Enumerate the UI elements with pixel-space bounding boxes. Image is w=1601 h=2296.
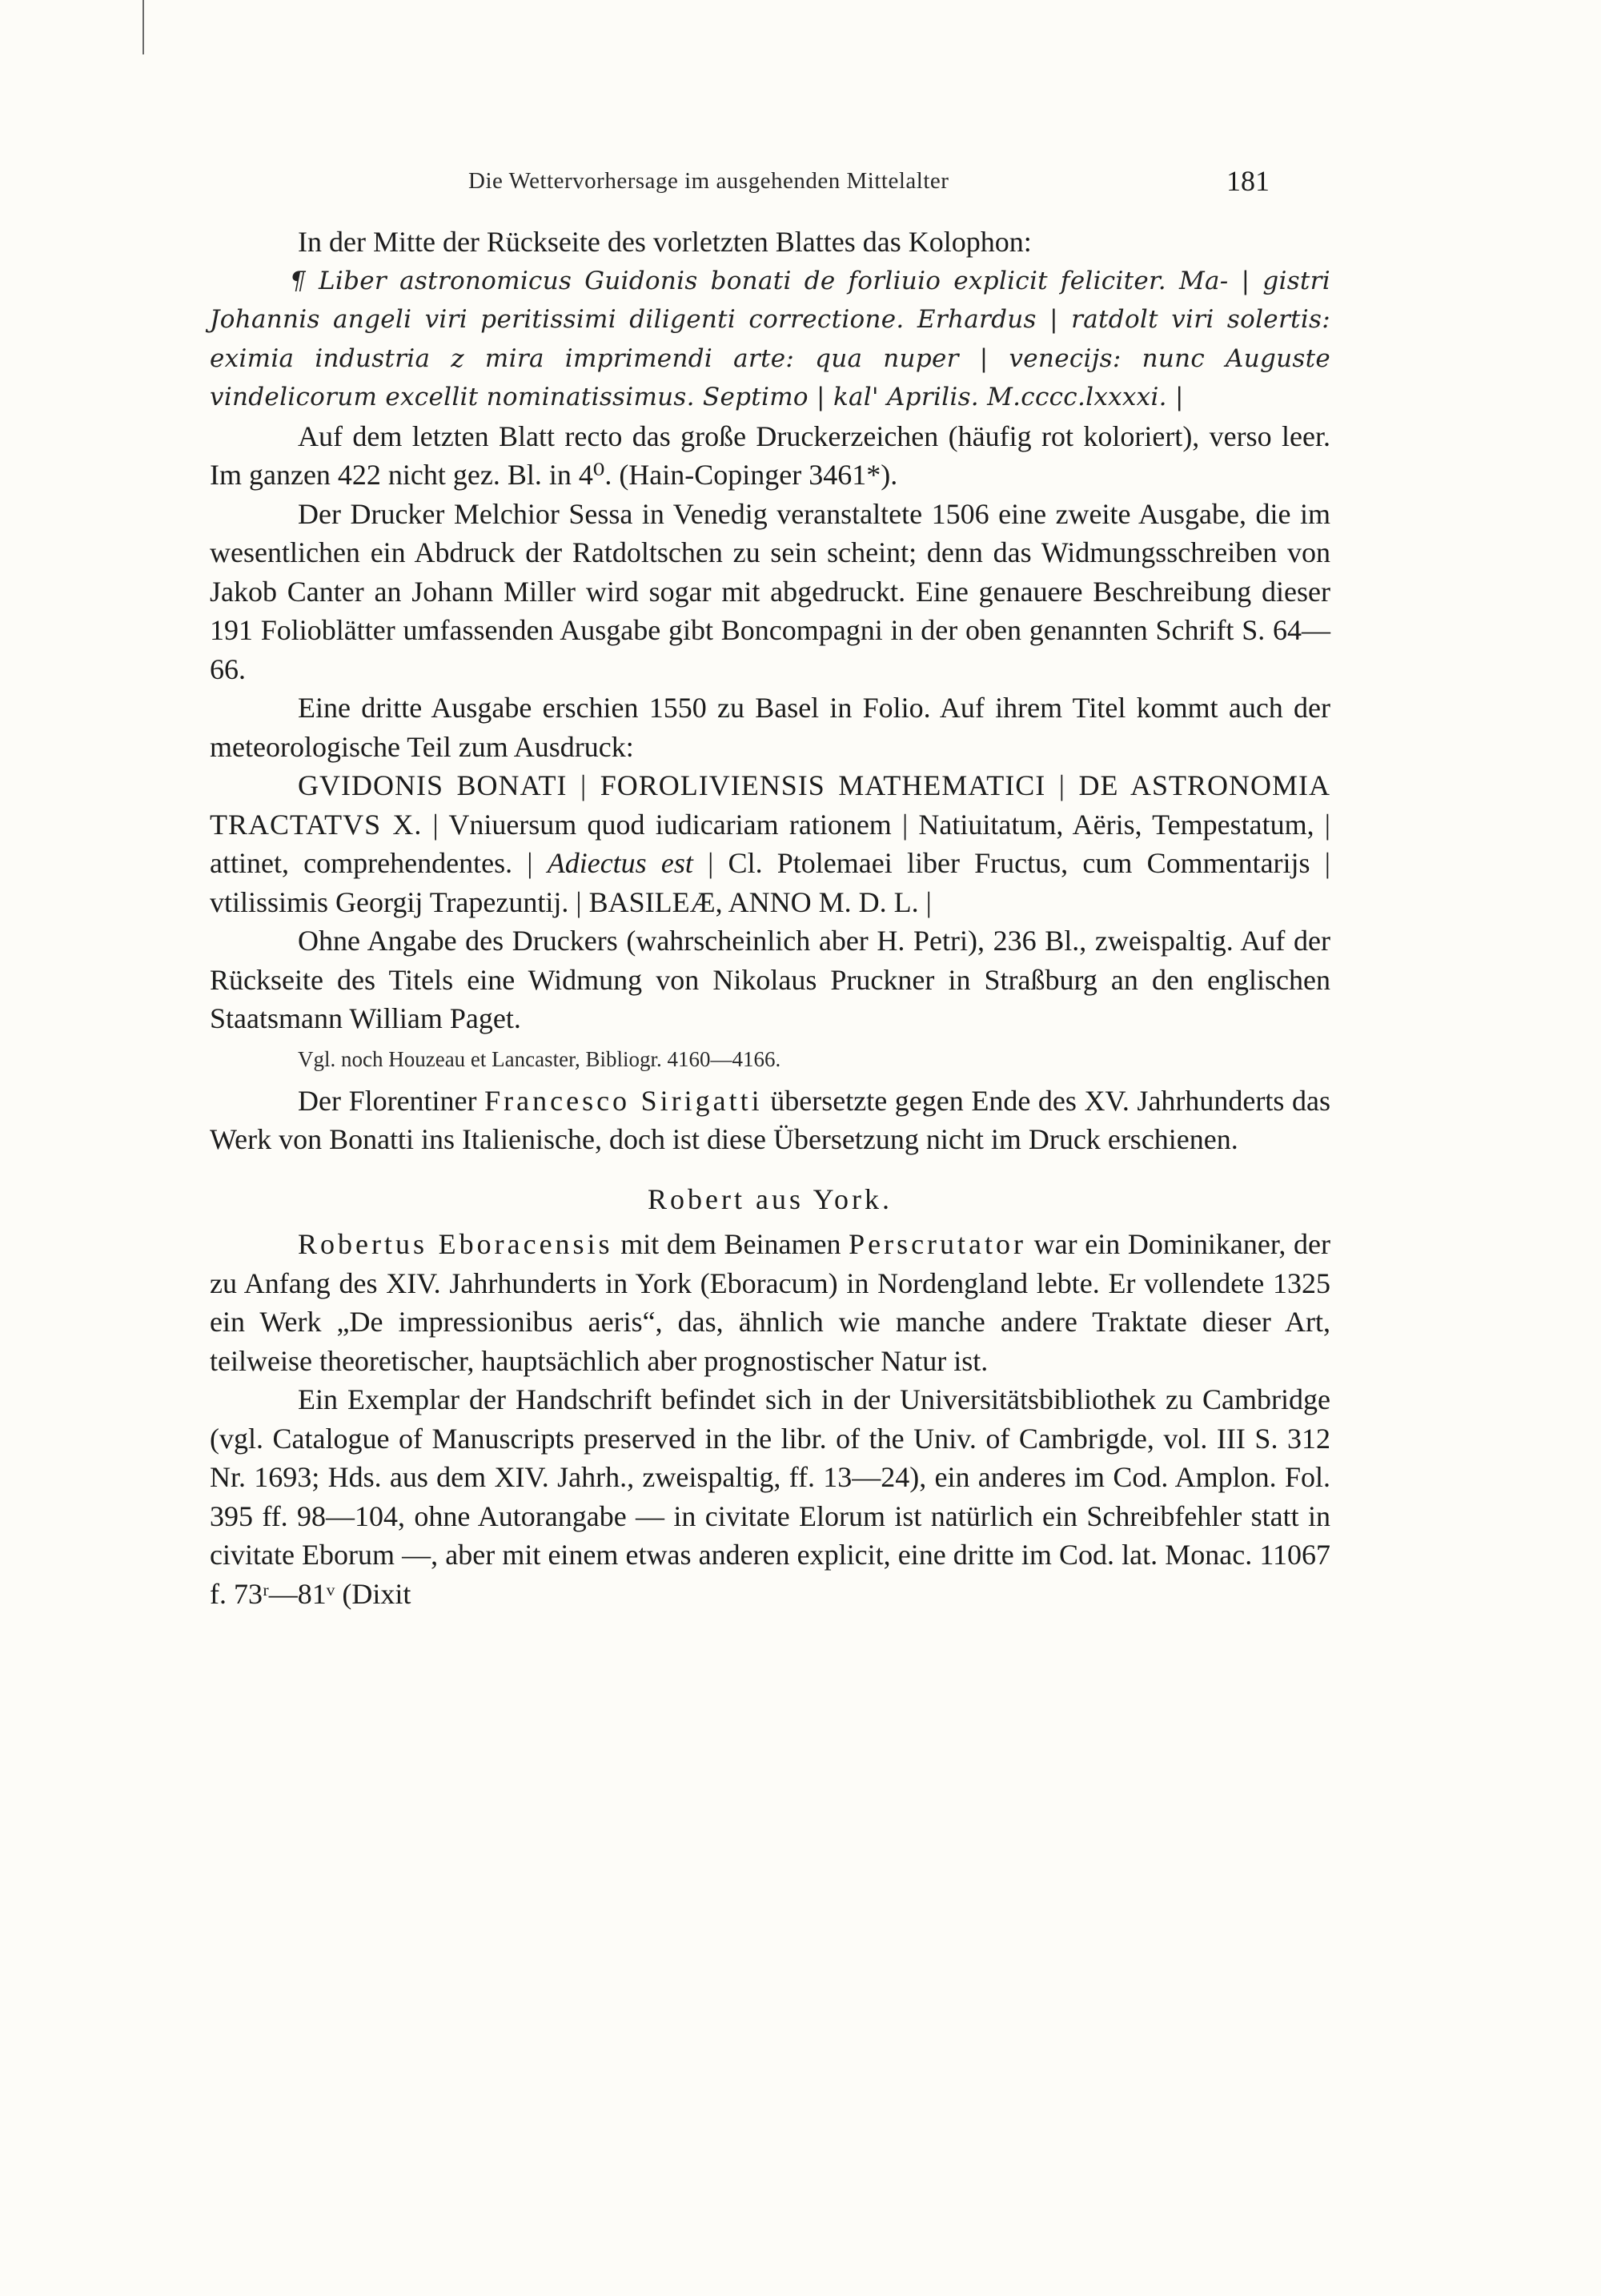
body-text	[210, 223, 1330, 1613]
last-leaf-description: Auf dem letzten Blatt recto das große Druckerzeichen (häufig rot koloriert), verso leer. Im ganzen 422 nicht gez. Bl. in 4⁰. (Hain-Copinger 3461*).	[210, 419, 1330, 491]
sessa-edition-paragraph: Der Drucker Melchior Sessa in Venedig veranstaltete 1506 eine zweite Ausgabe, die im wesentlichen ein Abdruck der Ratdoltschen zu sein scheint; denn das Widmungsschreiben von Jakob Canter an Johann Miller wird sogar mit abgedruckt. Eine genauere Beschreibung dieser 191 Folioblätter umfassenden Ausgabe gibt Boncompagni in der oben genannten Schrift S. 64—66.	[210, 497, 1330, 685]
page-number: 181	[1226, 165, 1270, 197]
robertus-paragraph	[210, 1225, 1330, 1380]
title-caps: GVIDONIS BONATI | FOROLIVIENSIS MATHEMATICI | DE ASTRONOMIA TRACTATVS X.	[210, 769, 1330, 841]
printer-paragraph: Ohne Angabe des Druckers (wahrscheinlich aber H. Petri), 236 Bl., zweispaltig. Auf der Rückseite des Titels eine Widmung von Nikolaus Pruckner in Straßburg an den englischen Staatsmann William Paget.	[210, 925, 1330, 1034]
page-edge-mark	[142, 0, 144, 54]
manuscript-paragraph: Ein Exemplar der Handschrift befindet sich in der Universitätsbibliothek zu Cambridge (vgl. Catalogue of Manuscripts preserved in the libr. of the Univ. of Cambrigde, vol. III S. 312 Nr. 1693; Hds. aus dem XIV. Jahrh., zweispaltig, ff. 13—24), ein anderes im Cod. Amplon. Fol. 395 ff. 98—104, ohne Autorangabe — in civitate Elorum ist natürlich ein Schreibfehler statt in civitate Eborum —, aber mit einem etwas anderen explicit, eine dritte im Cod. lat. Monac. 11067 f. 73ʳ—81ᵛ (Dixit	[210, 1383, 1330, 1610]
robertus-name: Robertus Eboracensis	[298, 1228, 613, 1260]
robertus-epithet: Perscrutator	[849, 1228, 1027, 1260]
sirigatti-paragraph	[210, 1082, 1330, 1159]
running-header: Die Wettervorhersage im ausgehenden Mittelalter	[468, 168, 949, 194]
colophon-intro: In der Mitte der Rückseite des vorletzten Blattes das Kolophon:	[298, 226, 1032, 258]
robertus-text-b: war ein Dominikaner, der zu Anfang des XIV. Jahrhunderts in York (Eboracum) in Nordengland lebte. Er vollendete 1325 ein Werk „De impressionibus aeris“, das, ähnlich wie manche andere Traktate dieser Art, teilweise theoretischer, hauptsächlich aber prognostischer Natur ist.	[210, 1228, 1330, 1377]
basel-title-transcription	[210, 766, 1330, 921]
title-rest: | Vniuersum quod iudicariam rationem | Natiuitatum, Aëris, Tempestatum, | attinet, comprehendentes. |	[210, 808, 1330, 879]
section-heading: Robert aus York.	[647, 1182, 893, 1215]
robertus-text-a: mit dem Beinamen	[612, 1228, 849, 1260]
reference-note: Vgl. noch Houzeau et Lancaster, Bibliogr. 4160—4166.	[298, 1046, 781, 1071]
title-italic: Adiectus est	[547, 847, 693, 879]
colophon-blackletter: ¶ Liber astronomicus Guidonis bonati de forliuio explicit feliciter. Ma- | gistri Johannis angeli viri peritissimi diligenti correctione. Erhardus | ratdolt viri solertis: eximia industria z mira imprimendi arte: qua nuper | venecijs: nunc Auguste vindelicorum excellit nominatissimus. Septimo | kal' Aprilis. M.cccc.lxxxxi. |	[210, 266, 1330, 411]
sirigatti-name: Francesco Sirigatti	[484, 1084, 763, 1117]
title-end: | Cl. Ptolemaei liber Fructus, cum Commentarijs | vtilissimis Georgij Trapezuntij. | BASILEÆ, ANNO M. D. L. |	[210, 847, 1330, 918]
sirigatti-text-a: Der Florentiner	[298, 1084, 485, 1117]
sirigatti-text-b: übersetzte gegen Ende des XV. Jahrhunderts das Werk von Bonatti ins Italienische, doch ist diese Übersetzung nicht im Druck erschienen.	[210, 1084, 1330, 1155]
basel-edition-paragraph: Eine dritte Ausgabe erschien 1550 zu Basel in Folio. Auf ihrem Titel kommt auch der meteorologische Teil zum Ausdruck:	[210, 692, 1330, 763]
